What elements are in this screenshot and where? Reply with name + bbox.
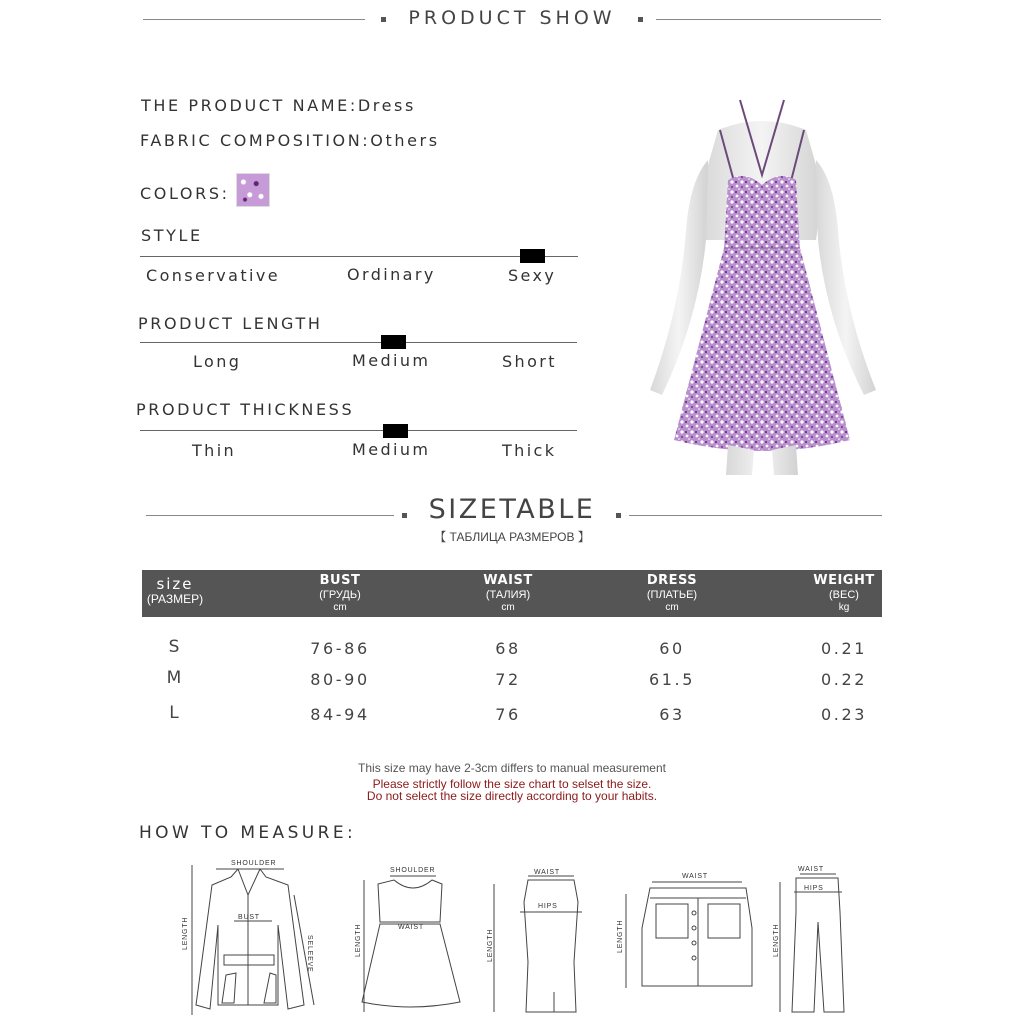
svg-text:WAIST: WAIST xyxy=(534,869,560,876)
thickness-marker xyxy=(383,424,408,438)
jacket-diagram xyxy=(176,855,326,1020)
length-option-medium: Medium xyxy=(352,351,431,370)
svg-text:WAIST: WAIST xyxy=(798,866,824,873)
style-label: STYLE xyxy=(141,226,203,245)
svg-text:HIPS: HIPS xyxy=(538,903,558,910)
product-show-title: PRODUCT SHOW xyxy=(408,7,616,29)
svg-text:SELEEVE: SELEEVE xyxy=(306,935,313,973)
svg-text:LENGTH: LENGTH xyxy=(617,919,624,953)
svg-text:LENGTH: LENGTH xyxy=(182,916,189,950)
shorts-diagram xyxy=(612,868,762,998)
svg-text:LENGTH: LENGTH xyxy=(355,923,362,957)
column-weight: WEIGHT (ВЕС) kg xyxy=(813,573,875,613)
sizetable-subtitle: 【 ТАБЛИЦА РАЗМЕРОВ 】 xyxy=(434,530,590,544)
thickness-option-medium: Medium xyxy=(352,440,431,459)
pants-diagram xyxy=(770,862,850,1022)
column-dress: DRESS (ПЛАТЬЕ) cm xyxy=(646,573,698,613)
size-table-header xyxy=(142,570,882,617)
color-swatch[interactable] xyxy=(236,173,270,207)
svg-text:SHOULDER: SHOULDER xyxy=(390,867,436,874)
colors-label: COLORS: xyxy=(140,184,230,203)
svg-text:HIPS: HIPS xyxy=(804,885,824,892)
size-warning-1: Please strictly follow the size chart to selset the size. xyxy=(372,777,652,791)
fabric-composition: FABRIC COMPOSITION:Others xyxy=(140,131,440,150)
product-name: THE PRODUCT NAME:Dress xyxy=(141,96,416,115)
sizetable-title: SIZETABLE xyxy=(428,494,596,525)
product-show-header xyxy=(0,0,1024,40)
style-option-ordinary: Ordinary xyxy=(347,265,436,284)
style-scale-line xyxy=(140,256,578,257)
style-option-conservative: Conservative xyxy=(146,266,280,285)
style-option-sexy: Sexy xyxy=(508,266,557,285)
svg-text:BUST: BUST xyxy=(238,914,260,921)
svg-text:LENGTH: LENGTH xyxy=(487,928,494,962)
svg-text:SHOULDER: SHOULDER xyxy=(231,860,277,867)
length-label: PRODUCT LENGTH xyxy=(138,314,323,333)
dress-diagram xyxy=(350,862,470,1022)
column-bust: BUST (ГРУДЬ) cm xyxy=(319,573,361,613)
length-option-short: Short xyxy=(502,352,557,371)
measurement-note: This size may have 2-3cm differs to manual measurement xyxy=(358,761,666,775)
column-size: size (РАЗМЕР) xyxy=(146,575,204,606)
svg-text:WAIST: WAIST xyxy=(398,924,424,931)
svg-text:WAIST: WAIST xyxy=(682,873,708,880)
size-warning-2: Do not select the size directly according to your habits. xyxy=(366,789,658,803)
column-waist: WAIST (ТАЛИЯ) cm xyxy=(483,573,533,613)
thickness-label: PRODUCT THICKNESS xyxy=(136,400,355,419)
length-option-long: Long xyxy=(193,352,242,371)
skirt-diagram xyxy=(482,862,592,1022)
thickness-option-thin: Thin xyxy=(192,441,237,460)
thickness-option-thick: Thick xyxy=(502,441,557,460)
product-photo xyxy=(640,90,885,475)
sizetable-header xyxy=(0,490,1024,550)
style-marker xyxy=(520,249,545,263)
length-marker xyxy=(381,335,406,349)
svg-text:LENGTH: LENGTH xyxy=(773,923,780,957)
thickness-scale-line xyxy=(140,430,577,431)
length-scale-line xyxy=(140,342,577,343)
how-to-measure-title: HOW TO MEASURE: xyxy=(139,823,357,843)
